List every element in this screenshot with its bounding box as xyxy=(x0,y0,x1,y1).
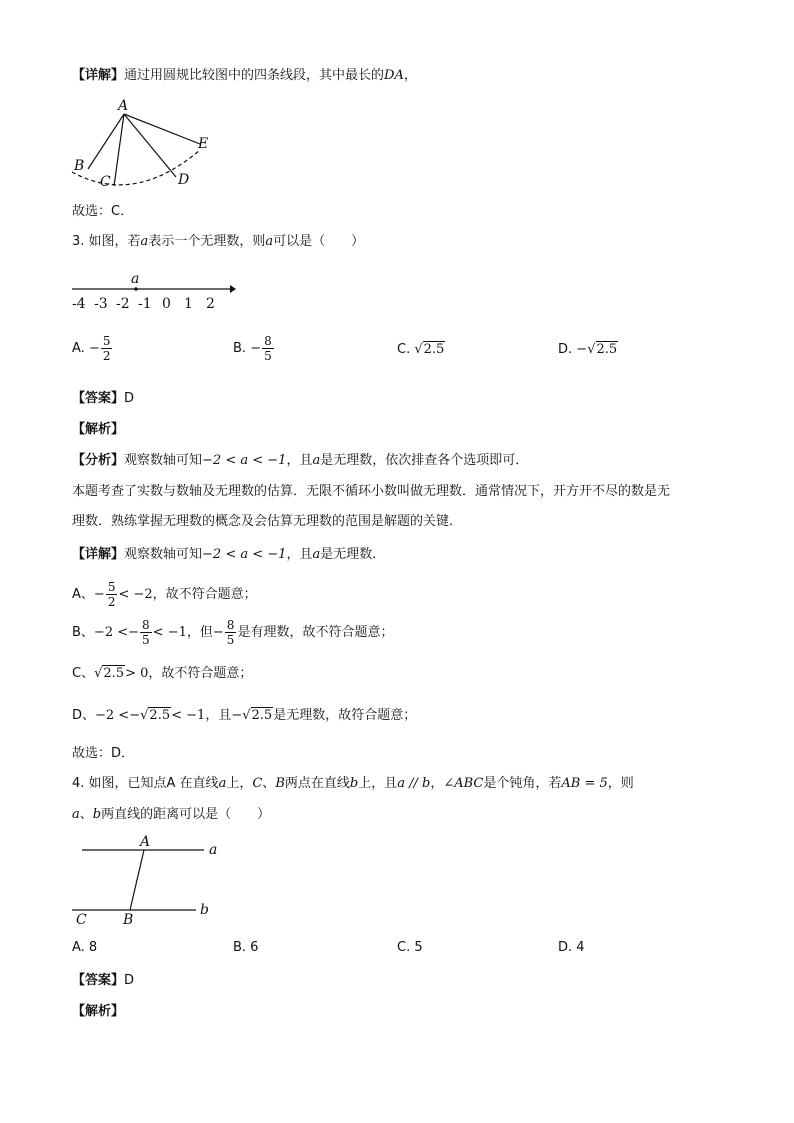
q3-stem-pre: 3. 如图，若 xyxy=(72,234,141,249)
q4-text: 两直线的距离可以是（ ） xyxy=(101,807,271,822)
numerator: 5 xyxy=(107,580,116,594)
point-B: B xyxy=(123,912,134,928)
check-prefix: D、 xyxy=(72,708,96,723)
q4-text: 上，且 xyxy=(358,776,398,791)
check-math: < −1 xyxy=(152,625,187,640)
segment-AB xyxy=(88,114,124,169)
tick-label: -1 xyxy=(138,296,152,312)
fraction xyxy=(101,334,113,363)
q4-var: a xyxy=(72,807,80,822)
prev-choose: 故选：C． xyxy=(72,204,134,219)
tick-label: -4 xyxy=(72,296,86,312)
q3-stem-post: 可以是（ ） xyxy=(273,234,365,249)
line-b-label: b xyxy=(200,902,209,918)
q4-text: 4. 如图，已知点A 在直线 xyxy=(72,776,219,791)
option-label: B. xyxy=(233,341,247,356)
fenxi-inequality: −2 < a < −1 xyxy=(202,453,287,468)
detail-var: DA xyxy=(384,68,404,83)
detail-text: 通过用圆规比较图中的四条线段，其中最长的 xyxy=(124,68,385,83)
numerator: 8 xyxy=(264,334,272,348)
point-B: B xyxy=(74,158,85,174)
option-label: D. xyxy=(558,342,573,357)
point-E: E xyxy=(198,136,209,152)
q4-option-c[interactable]: C. 5 xyxy=(397,940,423,955)
q4-text: 是个钝角，若 xyxy=(483,776,562,791)
q3-check-a: A、− $\frac{5}{2}$ < −2，故不符合题意； xyxy=(72,580,257,609)
point-a-label: a xyxy=(131,271,140,287)
fenxi-text: 观察数轴可知 xyxy=(124,453,203,468)
sqrt: √2.5 xyxy=(587,342,618,357)
q4-var: b xyxy=(349,776,359,791)
detail-label: 【详解】 xyxy=(72,547,125,562)
check-text: ，且 xyxy=(205,708,232,723)
tick-label: -3 xyxy=(94,296,108,312)
q3-check-d: D、−2 <−√2.5< −1，且−√2.5是无理数，故符合题意； xyxy=(72,708,417,723)
q3-var: a xyxy=(140,234,149,249)
segment-AC xyxy=(114,114,124,186)
numerator: 8 xyxy=(142,618,150,632)
q4-text: 两点在直线 xyxy=(284,776,350,791)
q4-stem-1 xyxy=(72,774,634,794)
radicand: 2.5 xyxy=(149,708,171,723)
q4-math: AB = 5 xyxy=(561,776,608,791)
q3-answer xyxy=(72,389,134,409)
q3-para-1: 本题考查了实数与数轴及无理数的估算．无限不循环小数叫做无理数．通常情况下，开方开不尽的数是无 xyxy=(72,484,671,499)
answer-value: D xyxy=(124,973,135,988)
prev-detail-line xyxy=(72,66,417,86)
radicand: 2.5 xyxy=(251,708,273,723)
q4-var: b xyxy=(92,807,102,822)
parallel-lines-figure xyxy=(72,834,232,928)
q3-fenxi xyxy=(72,451,528,471)
numerator: 5 xyxy=(102,334,111,348)
q4-text: 、 xyxy=(262,776,276,791)
q4-text: ，则 xyxy=(607,776,634,791)
q3-option-a[interactable]: A. − $\frac{5}{2}$ xyxy=(72,334,111,363)
q3-option-c[interactable] xyxy=(397,342,445,357)
point-C: C xyxy=(76,912,87,928)
sqrt: √2.5 xyxy=(414,342,445,357)
q3-analysis-label xyxy=(72,420,124,440)
q4-option-b[interactable]: B. 6 xyxy=(233,940,259,955)
segment-AD xyxy=(124,114,176,177)
radicand: 2.5 xyxy=(103,666,125,681)
fenxi-text: ，且 xyxy=(286,453,313,468)
check-math: < −2 xyxy=(118,587,153,602)
detail-text: 是无理数． xyxy=(320,547,386,562)
tick-label: 0 xyxy=(162,296,171,312)
q4-analysis-label xyxy=(72,1002,124,1022)
line-a-label: a xyxy=(209,842,218,858)
denominator: 5 xyxy=(226,633,235,647)
tick-label: -2 xyxy=(116,296,130,312)
compass-figure xyxy=(64,96,224,196)
number-line-arrow xyxy=(230,285,236,293)
sqrt: √2.5 xyxy=(94,666,125,681)
tick-label: 2 xyxy=(206,296,215,312)
check-text: ，故不符合题意； xyxy=(152,587,257,602)
fenxi-text: 是无理数，依次排查各个选项即可． xyxy=(320,453,529,468)
check-text: 是有理数，故不符合题意； xyxy=(237,625,394,640)
denominator: 5 xyxy=(142,633,150,647)
option-label: C. xyxy=(397,342,411,357)
q4-math: ∠ABC xyxy=(443,776,484,791)
check-math: < −1 xyxy=(171,708,206,723)
q4-var: C xyxy=(252,776,263,791)
point-a-dot xyxy=(134,287,138,291)
fenxi-var: a xyxy=(312,453,321,468)
number-line xyxy=(70,272,240,312)
check-math: −2 < xyxy=(93,625,129,640)
fenxi-label: 【分析】 xyxy=(72,453,125,468)
check-text: ，但 xyxy=(186,625,213,640)
q4-option-d[interactable]: D. 4 xyxy=(558,940,585,955)
denominator: 2 xyxy=(102,349,111,363)
detail-end: ， xyxy=(403,68,417,83)
q4-option-a[interactable]: A. 8 xyxy=(72,940,98,955)
sqrt: √2.5 xyxy=(242,708,273,723)
point-A: A xyxy=(118,98,129,114)
q4-text: ， xyxy=(430,776,444,791)
radicand: 2.5 xyxy=(596,342,618,357)
q4-answer xyxy=(72,971,134,991)
analysis-label: 【解析】 xyxy=(72,422,125,437)
numerator: 8 xyxy=(226,618,235,632)
point-D: D xyxy=(178,172,190,188)
denominator: 2 xyxy=(107,595,116,609)
answer-value: D xyxy=(124,391,135,406)
tick-label: 1 xyxy=(184,296,193,312)
fraction xyxy=(262,334,274,363)
fraction xyxy=(140,618,152,647)
radicand: 2.5 xyxy=(423,342,445,357)
denominator: 5 xyxy=(264,349,272,363)
answer-label: 【答案】 xyxy=(72,391,125,406)
q3-choose: 故选：D． xyxy=(72,746,135,761)
q3-option-d[interactable]: D. −√2.5 xyxy=(558,342,618,357)
q4-var: B xyxy=(275,776,285,791)
detail-label: 【详解】 xyxy=(72,68,125,83)
point-A: A xyxy=(140,834,151,850)
check-prefix: B、 xyxy=(72,625,94,640)
detail-inequality: −2 < a < −1 xyxy=(202,547,287,562)
detail-text: ，且 xyxy=(286,547,313,562)
q4-stem-2 xyxy=(72,805,270,825)
q4-var: a xyxy=(218,776,227,791)
fraction xyxy=(106,580,118,609)
analysis-label: 【解析】 xyxy=(72,1004,125,1019)
segment-AE xyxy=(124,114,200,144)
q3-stem xyxy=(72,232,364,252)
q3-para-2: 理数．熟练掌握无理数的概念及会估算无理数的范围是解题的关键． xyxy=(72,514,463,529)
check-math: −2 < xyxy=(95,708,130,723)
check-math: > 0 xyxy=(125,666,149,681)
fraction xyxy=(225,618,237,647)
q4-text: 上， xyxy=(226,776,253,791)
detail-text: 观察数轴可知 xyxy=(124,547,203,562)
q3-stem-mid: 表示一个无理数，则 xyxy=(148,234,266,249)
q3-option-b[interactable]: B. − $\frac{8}{5}$ xyxy=(233,334,272,363)
sqrt: √2.5 xyxy=(140,708,171,723)
q4-math: a // b xyxy=(397,776,431,791)
check-text: ，故不符合题意； xyxy=(148,666,253,681)
check-prefix: A、 xyxy=(72,587,94,602)
answer-label: 【答案】 xyxy=(72,973,125,988)
segment-AB xyxy=(130,850,144,910)
check-prefix: C、 xyxy=(72,666,95,681)
check-text: 是无理数，故符合题意； xyxy=(273,708,417,723)
option-label: A. xyxy=(72,341,85,356)
q3-var-2: a xyxy=(265,234,274,249)
q3-check-b: B、−2 <− $\frac{8}{5}$ < −1，但− $\frac{8}{5}$ 是有理数，故不符合题意； xyxy=(72,618,394,647)
q4-text: 、 xyxy=(79,807,93,822)
q3-check-c xyxy=(72,664,252,684)
q3-detail xyxy=(72,545,385,565)
point-C: C xyxy=(100,174,111,190)
detail-var: a xyxy=(312,547,321,562)
